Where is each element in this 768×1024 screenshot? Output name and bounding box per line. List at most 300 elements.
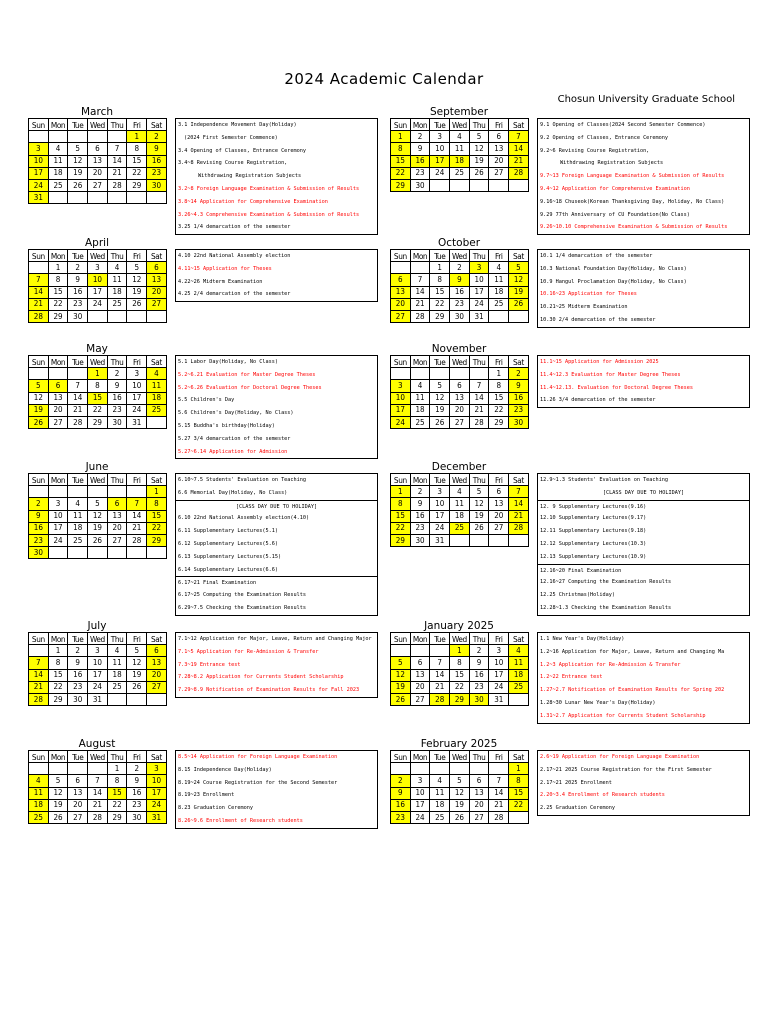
day-cell: 10 [48, 510, 68, 522]
empty-cell [430, 645, 450, 657]
day-cell: 21 [127, 522, 147, 534]
event-item: 10.30 2/4 demarcation of the semester [540, 316, 656, 323]
event-item: 10.16~23 Application for Theses [540, 291, 637, 298]
day-cell: 5 [48, 775, 68, 787]
day-cell: 29 [147, 534, 167, 546]
day-cell: 7 [29, 274, 49, 286]
events-box [175, 750, 378, 829]
day-cell: 29 [391, 179, 411, 191]
month-calendar-table [390, 118, 529, 192]
day-cell: 24 [430, 522, 450, 534]
event-item: 3.25 1/4 demarcation of the semester [178, 224, 291, 231]
day-cell: 29 [48, 693, 68, 705]
weekday-header: Sat [509, 751, 529, 763]
day-cell: 10 [29, 155, 49, 167]
day-cell: 21 [29, 298, 49, 310]
empty-cell [68, 547, 88, 559]
day-cell: 23 [391, 811, 411, 823]
weekday-header: Mon [48, 633, 68, 645]
empty-cell [88, 192, 108, 204]
day-cell: 3 [88, 645, 108, 657]
day-cell: 20 [48, 404, 68, 416]
day-cell: 27 [391, 310, 411, 322]
weekday-header: Sat [509, 633, 529, 645]
event-item: 3.1 Independence Movement Day(Holiday) [178, 122, 297, 128]
day-cell: 19 [430, 404, 450, 416]
week-row [29, 298, 167, 310]
week-row [29, 262, 167, 274]
day-cell: 2 [147, 131, 167, 143]
week-row [391, 763, 529, 775]
day-cell: 28 [88, 811, 108, 823]
weekday-header: Wed [88, 633, 108, 645]
calendar-row [28, 620, 748, 745]
day-cell: 20 [107, 522, 127, 534]
day-cell: 31 [489, 693, 509, 705]
event-item: 10.1 1/4 demarcation of the semester [540, 253, 653, 259]
month-name: September [429, 106, 489, 118]
month-calendar-table [28, 632, 167, 706]
event-item: 6.17~25 Computing the Examination Results [178, 592, 307, 599]
weekday-header: Sun [391, 356, 411, 368]
day-cell: 22 [48, 298, 68, 310]
week-row [391, 298, 529, 310]
day-cell: 31 [29, 192, 49, 204]
day-cell: 18 [107, 669, 127, 681]
event-item: 11.4~12.3 Evaluation for Master Degree Theses [540, 371, 681, 378]
event-item: 5.27~6.14 Application for Admission [178, 448, 288, 455]
empty-cell [509, 310, 529, 322]
event-item: 5.27 3/4 demarcation of the semester [178, 435, 291, 442]
weekday-header: Thu [469, 119, 489, 131]
weekday-header: Sun [29, 356, 49, 368]
month-name: June [85, 461, 109, 473]
week-row [29, 368, 167, 380]
event-item: 1.1 New Year's Day(Holiday) [540, 636, 625, 642]
day-cell: 27 [469, 811, 489, 823]
event-item: 8.19~24 Course Registration for the Second Semester [178, 779, 338, 786]
day-cell: 19 [88, 522, 108, 534]
day-cell: 23 [450, 298, 470, 310]
day-cell: 15 [450, 669, 470, 681]
day-cell: 15 [489, 392, 509, 404]
day-cell: 3 [430, 486, 450, 498]
day-cell: 31 [147, 811, 167, 823]
day-cell: 13 [147, 274, 167, 286]
day-cell: 29 [127, 179, 147, 191]
day-cell: 23 [147, 167, 167, 179]
empty-cell [88, 486, 108, 498]
event-item: 6.12 Supplementary Lectures(5.6) [178, 540, 278, 547]
weekday-header: Tue [68, 250, 88, 262]
day-cell: 9 [68, 274, 88, 286]
weekday-header: Mon [48, 250, 68, 262]
event-item: 7.29~8.9 Notification of Examination Results for Fall 2023 [178, 687, 360, 694]
day-cell: 3 [469, 262, 489, 274]
day-cell: 8 [450, 657, 470, 669]
day-cell: 8 [107, 775, 127, 787]
weekday-header: Thu [469, 633, 489, 645]
event-item: 5.6 Children's Day(Holiday, No Class) [178, 410, 294, 417]
day-cell: 17 [489, 669, 509, 681]
weekday-header: Thu [469, 250, 489, 262]
weekday-header: Thu [469, 356, 489, 368]
week-row [391, 286, 529, 298]
event-item: 6.6 Memorial Day(Holiday, No Class) [178, 489, 288, 496]
event-item: Withdrawing Registration Subjects [198, 173, 302, 180]
day-cell: 3 [48, 498, 68, 510]
month-calendar-table [390, 249, 529, 323]
event-item: 2.17~21 2025 Enrollment [540, 779, 612, 786]
month-name: April [85, 237, 109, 249]
empty-cell [147, 693, 167, 705]
day-cell: 1 [127, 131, 147, 143]
day-cell: 17 [430, 510, 450, 522]
day-cell: 19 [127, 669, 147, 681]
empty-cell [107, 131, 127, 143]
week-row [391, 787, 529, 799]
event-item: 7.28~8.2 Application for Currents Student Scholarship [178, 674, 344, 681]
day-cell: 28 [509, 522, 529, 534]
day-cell: 28 [509, 167, 529, 179]
day-cell: 12 [48, 787, 68, 799]
empty-cell [450, 179, 470, 191]
weekday-header: Wed [450, 751, 470, 763]
weekday-header: Sun [29, 474, 49, 486]
day-cell: 9 [509, 380, 529, 392]
event-item: 8.23 Graduation Ceremony [178, 805, 253, 812]
event-item: 3.8~14 Application for Comprehensive Examination [178, 198, 328, 205]
empty-cell [29, 763, 49, 775]
day-cell: 5 [469, 486, 489, 498]
month-block [390, 343, 750, 468]
day-cell: 20 [147, 669, 167, 681]
day-cell: 7 [88, 775, 108, 787]
day-cell: 23 [509, 404, 529, 416]
day-cell: 21 [509, 155, 529, 167]
day-cell: 27 [68, 811, 88, 823]
empty-cell [48, 486, 68, 498]
day-cell: 6 [469, 775, 489, 787]
month-calendar-table [28, 355, 167, 429]
empty-cell [107, 693, 127, 705]
day-cell: 2 [450, 262, 470, 274]
day-cell: 2 [509, 368, 529, 380]
week-row [391, 392, 529, 404]
day-cell: 1 [450, 645, 470, 657]
empty-cell [127, 486, 147, 498]
day-cell: 31 [88, 693, 108, 705]
empty-cell [489, 310, 509, 322]
day-cell: 12 [68, 155, 88, 167]
day-cell: 2 [68, 262, 88, 274]
event-item: 11.4~12.13. Evaluation for Doctoral Degree Theses [540, 384, 694, 391]
day-cell: 26 [430, 416, 450, 428]
calendar-row [28, 461, 748, 611]
day-cell: 10 [88, 657, 108, 669]
empty-cell [469, 179, 489, 191]
empty-cell [68, 763, 88, 775]
week-row [29, 167, 167, 179]
day-cell: 29 [391, 534, 411, 546]
month-block [28, 461, 388, 611]
day-cell: 3 [391, 380, 411, 392]
day-cell: 27 [450, 416, 470, 428]
weekday-header: Wed [88, 119, 108, 131]
day-cell: 7 [509, 486, 529, 498]
event-item: 8.19~23 Enrollment [178, 792, 235, 799]
empty-cell [509, 179, 529, 191]
day-cell: 9 [469, 657, 489, 669]
weekday-header: Mon [410, 356, 430, 368]
day-cell: 9 [127, 775, 147, 787]
day-cell: 15 [48, 286, 68, 298]
day-cell: 8 [88, 380, 108, 392]
day-cell: 16 [68, 669, 88, 681]
month-name: August [78, 738, 116, 750]
month-name: May [86, 343, 108, 355]
empty-cell [29, 368, 49, 380]
day-cell: 6 [391, 274, 411, 286]
empty-cell [430, 763, 450, 775]
weekday-header: Fri [489, 633, 509, 645]
events-box [537, 473, 750, 616]
month-block [390, 106, 750, 231]
event-item: 3.2~8 Foreign Language Examination & Submission of Results [178, 185, 360, 192]
calendar-row [28, 106, 748, 231]
day-cell: 21 [410, 298, 430, 310]
event-item: 2.20~3.4 Enrollment of Research students [540, 792, 665, 799]
empty-cell [147, 192, 167, 204]
empty-cell [391, 368, 411, 380]
event-item: 9.1 Opening of Classes(2024 Second Semester Commence) [540, 122, 706, 128]
day-cell: 11 [430, 787, 450, 799]
event-item: 1.28~30 Lunar New Year's Day(Holiday) [540, 699, 656, 706]
empty-cell [107, 547, 127, 559]
day-cell: 4 [410, 380, 430, 392]
weekday-header: Mon [410, 633, 430, 645]
day-cell: 24 [469, 298, 489, 310]
weekday-header: Wed [88, 250, 108, 262]
day-cell: 10 [127, 380, 147, 392]
day-cell: 1 [391, 486, 411, 498]
event-item: 7.1~12 Application for Major, Leave, Return and Changing Major [178, 636, 372, 642]
empty-cell [107, 192, 127, 204]
day-cell: 26 [127, 298, 147, 310]
week-row [29, 192, 167, 204]
day-cell: 25 [107, 681, 127, 693]
event-item: 6.10~7.5 Students' Evaluation on Teaching [178, 477, 307, 483]
weekday-header: Wed [450, 250, 470, 262]
day-cell: 28 [29, 310, 49, 322]
day-cell: 11 [29, 787, 49, 799]
day-cell: 18 [489, 286, 509, 298]
day-cell: 3 [88, 262, 108, 274]
week-row [29, 486, 167, 498]
day-cell: 13 [469, 787, 489, 799]
empty-cell [450, 763, 470, 775]
day-cell: 3 [147, 763, 167, 775]
month-calendar-table [390, 473, 529, 547]
day-cell: 20 [489, 155, 509, 167]
week-row [391, 262, 529, 274]
day-cell: 26 [450, 811, 470, 823]
day-cell: 18 [48, 167, 68, 179]
weekday-header: Sun [29, 751, 49, 763]
day-cell: 5 [88, 498, 108, 510]
day-cell: 11 [410, 392, 430, 404]
day-cell: 27 [489, 522, 509, 534]
weekday-header: Sat [509, 356, 529, 368]
day-cell: 23 [68, 298, 88, 310]
events-box [175, 355, 378, 459]
day-cell: 18 [147, 392, 167, 404]
day-cell: 11 [107, 657, 127, 669]
day-cell: 9 [147, 143, 167, 155]
day-cell: 24 [489, 681, 509, 693]
empty-cell [48, 547, 68, 559]
empty-cell [450, 368, 470, 380]
month-block [28, 343, 388, 468]
day-cell: 14 [430, 669, 450, 681]
event-item: 8.26~9.6 Enrollment of Research students [178, 817, 303, 824]
day-cell: 20 [88, 167, 108, 179]
day-cell: 14 [489, 787, 509, 799]
day-cell: 6 [450, 380, 470, 392]
day-cell: 19 [48, 799, 68, 811]
event-item: 3.4 Opening of Classes, Entrance Ceremony [178, 147, 307, 154]
day-cell: 10 [489, 657, 509, 669]
event-item: 5.2~6.21 Evaluation for Master Degree Theses [178, 371, 316, 378]
week-row [29, 286, 167, 298]
empty-cell [29, 131, 49, 143]
weekday-header: Wed [450, 119, 470, 131]
event-item: 3.4~8 Revising Course Registration, [178, 160, 288, 167]
weekday-header: Sun [29, 119, 49, 131]
event-item: 9.7~13 Foreign Language Examination & Submission of Results [540, 173, 725, 180]
week-row [29, 693, 167, 705]
weekday-header: Sat [509, 474, 529, 486]
day-cell: 19 [509, 286, 529, 298]
day-cell: 30 [68, 310, 88, 322]
day-cell: 8 [391, 143, 411, 155]
day-cell: 4 [68, 498, 88, 510]
weekday-header: Sat [147, 633, 167, 645]
day-cell: 11 [450, 498, 470, 510]
day-cell: 14 [29, 286, 49, 298]
event-item: 7.1~5 Application for Re-Admission & Transfer [178, 648, 319, 655]
month-calendar-table [28, 249, 167, 323]
day-cell: 5 [450, 775, 470, 787]
day-cell: 12 [430, 392, 450, 404]
day-cell: 9 [391, 787, 411, 799]
event-item: 12.28~1.3 Checking the Examination Results [540, 604, 672, 611]
weekday-header: Mon [410, 119, 430, 131]
day-cell: 20 [450, 404, 470, 416]
empty-cell [29, 262, 49, 274]
day-cell: 21 [509, 510, 529, 522]
day-cell: 9 [410, 143, 430, 155]
empty-cell [450, 534, 470, 546]
day-cell: 22 [88, 404, 108, 416]
day-cell: 10 [391, 392, 411, 404]
day-cell: 5 [391, 657, 411, 669]
day-cell: 6 [68, 775, 88, 787]
day-cell: 22 [391, 522, 411, 534]
month-name: December [431, 461, 487, 473]
day-cell: 8 [489, 380, 509, 392]
weekday-header: Sun [391, 119, 411, 131]
day-cell: 5 [68, 143, 88, 155]
week-row [29, 799, 167, 811]
day-cell: 14 [107, 155, 127, 167]
event-item: 6.17~21 Final Examination [176, 576, 377, 589]
day-cell: 22 [450, 681, 470, 693]
day-cell: 25 [147, 404, 167, 416]
events-box [175, 118, 378, 235]
event-item: 5.2~6.26 Evaluation for Doctoral Degree Theses [178, 384, 322, 391]
month-name: October [437, 237, 481, 249]
empty-cell [509, 534, 529, 546]
day-cell: 27 [410, 693, 430, 705]
day-cell: 26 [88, 534, 108, 546]
day-cell: 1 [509, 763, 529, 775]
day-cell: 30 [410, 534, 430, 546]
day-cell: 28 [469, 416, 489, 428]
event-item: 2.17~21 2025 Course Registration for the First Semester [540, 766, 712, 773]
day-cell: 31 [127, 416, 147, 428]
empty-cell [48, 763, 68, 775]
week-row [391, 657, 529, 669]
weekday-header: Tue [430, 356, 450, 368]
event-item: 1.2~16 Application for Major, Leave, Return and Changing Ma [540, 648, 725, 655]
weekday-header: Tue [68, 119, 88, 131]
weekday-header: Wed [88, 751, 108, 763]
day-cell: 7 [430, 657, 450, 669]
week-row [29, 763, 167, 775]
empty-cell [410, 262, 430, 274]
events-box [537, 632, 750, 724]
month-calendar-table [28, 118, 167, 204]
day-cell: 15 [127, 155, 147, 167]
day-cell: 28 [127, 534, 147, 546]
week-row [29, 404, 167, 416]
day-cell: 18 [430, 799, 450, 811]
weekday-header: Thu [107, 474, 127, 486]
day-cell: 8 [48, 274, 68, 286]
week-row [29, 811, 167, 823]
event-item: 1.27~2.7 Notification of Examination Results for Spring 202 [540, 687, 725, 694]
day-cell: 10 [88, 274, 108, 286]
event-item: 12.13 Supplementary Lectures(10.9) [540, 553, 647, 560]
day-cell: 29 [450, 693, 470, 705]
day-cell: 16 [509, 392, 529, 404]
day-cell: 17 [391, 404, 411, 416]
day-cell: 18 [450, 510, 470, 522]
empty-cell [410, 645, 430, 657]
empty-cell [410, 368, 430, 380]
month-block [390, 738, 750, 863]
day-cell: 24 [88, 298, 108, 310]
week-row [29, 498, 167, 510]
day-cell: 23 [68, 681, 88, 693]
day-cell: 12 [127, 274, 147, 286]
day-cell: 5 [127, 645, 147, 657]
day-cell: 12 [29, 392, 49, 404]
week-row [391, 645, 529, 657]
event-item: 1.31~2.7 Application for Currents Student Scholarship [540, 712, 706, 719]
month-calendar-table [390, 355, 529, 429]
